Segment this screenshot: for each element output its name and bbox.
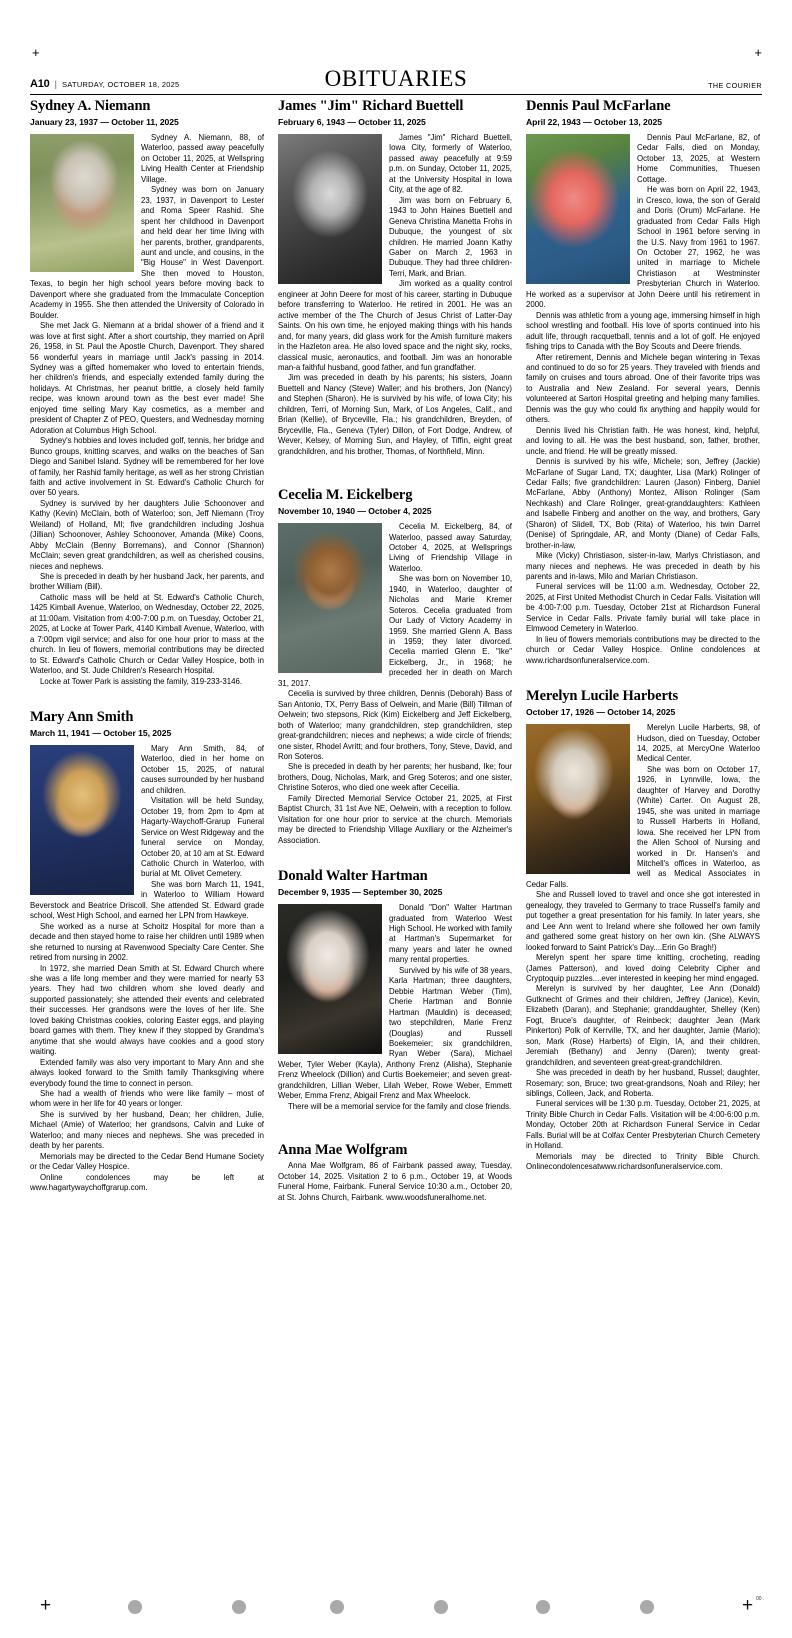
obituary-paragraph: Online condolences may be left at www.hagartywaychoffgrarup.com. [30,1172,264,1193]
obituary-paragraph: She was born on October 17, 1926, in Lynnville, Iowa, the daughter of Harvey and Dorothy (White) Carter. On August 28, 1945, she was united in marriage to Russell Harberts in Holland, Iowa. She received her LPN from the Allen School of Nursing and worked in Dr. Hansen's and Mitchell's offices in Waterloo, as well as Medical Associates in Cedar Falls. [526,764,760,889]
portrait-donald-hartman [278,904,382,1054]
color-dot [434,1600,448,1614]
obituary-paragraph: She is preceded in death by her parents; her husband, Ike; four brothers, Doug, Nicholas, Mark, and Greg Soteros; and one sister, Christine Soteros, who died one week after Ceceilia. [278,762,512,793]
obituary-dates: April 22, 1943 — October 13, 2025 [526,117,662,127]
obituary-paragraph: Anna Mae Wolfgram, 86 of Fairbank passed away, Tuesday, October 14, 2025. Visitation 2 to 6 p.m., October 19, at Woods Funeral Home, Fairbank. Funeral Service 10:30 a.m., October 20, at St. Johns Church, Fairbank. www.woodsfuneralhome.net. [278,1161,512,1202]
obituary-paragraph: Cecelia M. Eickelberg, 84, of Waterloo, passed away Saturday, October 4, 2025, at Wellsprings Living of Friendship Village in Waterloo. [389,522,512,573]
portrait-mary-ann-smith [30,745,134,895]
obituary-mary-ann-smith [30,709,264,1193]
column-1 [30,98,264,1588]
obituary-dates: January 23, 1937 — October 11, 2025 [30,117,179,127]
obituary-paragraph: Dennis Paul McFarlane, 82, of Cedar Falls, died on Monday, October 13, 2025, at Western Home Communities, Thuesen Cottage. [637,133,760,184]
portrait-cecelia-eickelberg [278,523,382,673]
registration-mark-bottom-right: + [742,1595,754,1616]
color-dot [232,1600,246,1614]
obituary-dates: November 10, 1940 — October 4, 2025 [278,506,432,517]
portrait-sydney-niemann [30,134,134,272]
obituary-body [30,744,264,1193]
portrait-merelyn-harberts [526,724,630,874]
section-gap [526,666,760,688]
obituary-body [278,133,512,457]
page-number: A10 [30,78,50,90]
obituary-dates: October 17, 1926 — October 14, 2025 [526,707,676,718]
obituary-paragraph: Merelyn spent her spare time knitting, crocheting, reading (James Patterson), and loved doing Celebrity Cipher and Cryptoquip puzzles....ever interested in keeping her mind engaged. [526,953,760,983]
obituary-paragraph: Extended family was also very important to Mary Ann and she always looked forward to the Smith family Thanksgiving where everybody found the time to connect in person. [30,1057,264,1088]
obituary-paragraph: Dennis lived his Christian faith. He was honest, kind, helpful, and loving to all. He was the best husband, son, father, brother, uncle, and friend. He will be greatly missed. [526,425,760,456]
obituary-paragraph: Sydney is survived by her daughters Julie Schoonover and Kathy (Kevin) McClain, both of Waterloo; son, Jeff Niemann (Troy Weiland) of Holland, MI; five grandchildren including Joshua (Jillian) Schoonover, Ashley Schoonover, Amanda (Mike) Coons, Abby McClain (Benny Borremans), and Connor (Shannon) McClain; seven great grandchildren, as well as cherished cousins, nieces and nephews. [30,498,264,571]
obituary-paragraph: James "Jim" Richard Buettell, Iowa City, formerly of Waterloo, passed away peacefully at 9:59 p.m. on Sunday, October 11, 2025, at the University Hospital in Iowa City, at the age of 82. [389,133,512,195]
obituary-dates: February 6, 1943 — October 11, 2025 [278,117,426,127]
color-dot [128,1600,142,1614]
obituary-paragraph: She and Russell loved to travel and once she got interested in genealogy, they traveled to Germany to trace Russell's family and put together a great presentation for his family. In later years, she and Lee Ann went to Ireland where she followed her own family and gathered some great history on her own kin. (She ALWAYS looked forward to Saint Patrick's Day....Erin Go Bragh!) [526,890,760,952]
registration-mark-bottom-left: + [40,1595,52,1616]
obituary-paragraph: Donald "Don" Walter Hartman graduated from Waterloo West High School. He worked with family at Hartman's Supermarket for many years and later he owned many rental properties. [389,903,512,965]
obituary-paragraph: Catholic mass will be held at St. Edward's Catholic Church, 1425 Kimball Avenue, Waterloo, on Wednesday, October 22, 2025, at 11:00am. Visitation from 4:00-7:00 p.m. on Tuesday, October 21, 2025, at Locke at Tower Park, 4140 Kimball Avenue, Waterloo, with a 7:00pm vigil service; and also for one hour prior to mass at the church. In lieu of flowers, memorial contributions may be directed to St. Edward's Catholic Church or Cedar Valley Hospice, both in Waterloo, and St. Jude Children's Research Hospital. [30,592,264,676]
obituary-body [526,133,760,666]
registration-mark-top-right: + [754,45,762,60]
section-gap [30,687,264,709]
section-title: OBITUARIES [324,66,468,91]
publication-name: THE COURIER [708,81,762,90]
portrait-dennis-mcfarlane [526,134,630,284]
obituary-paragraph: Visitation will be held Sunday, October 19, from 2pm to 4pm at Hagarty-Waychoff-Grarup Funeral Service on West Ridgeway and the funeral service on Monday, October 20, at 10 am at St. Edward Catholic Church in Waterloo, with burial at Mt. Olivet Cemetery. [141,796,264,879]
obituary-paragraph: Funeral services will be 1:30 p.m. Tuesday, October 21, 2025, at Trinity Bible Church in Cedar Falls. Visitation will be 4:00-6:00 p.m. Monday, October 20th at Richardson Funeral Service in Cedar Falls. Burial will be at Colfax Center Presbyterian Church Cemetery in Holland. [526,1099,760,1151]
obituary-paragraph: He was born on April 22, 1943, in Cresco, Iowa, the son of Gerald and Doris (Orum) McFarlane. He graduated from Cedar Falls High School in 1961 before serving in the U.S. Navy from 1961 to 1967. On October 27, 1962, he was united in marriage to Michele Christiason at Westminster Presbyterian Church in Waterloo. He worked as a supervisor at John Deere until his retirement in 2000. [526,185,760,310]
obituary-name: Mary Ann Smith [30,709,134,726]
obituary-body [278,903,512,1112]
masthead-separator: | [54,79,58,89]
obituary-body [526,723,760,1172]
obituary-name: Anna Mae Wolfgram [278,1142,408,1159]
obituary-paragraph: Survived by his wife of 38 years, Karla Hartman; three daughters, Debbie Hartman Weber (Tim), Cherie Hartman and Bonnie Hartman (Mauldin) is deceased; two stepchildren, Marie Frenz (Douglas) and Russell Boekemeier; six grandchildren, Ryan Weber (Sara), Michael Weber, Tyler Weber (Kayla), Anthony Frenz (Alisha), Stephanie Frenz Wheelock (Dillion) and Curtis Boekemeier; and seven great-grandchildren, Lillian Weber, Lilah Weber, Rowe Weber, Emmett Weber, Emma Frenz, Abigail Frenz and Max Wheelock. [278,965,512,1101]
obituary-paragraph: She met Jack G. Niemann at a bridal shower of a friend and it was love at first sight. After a short courtship, they married on April 26, 1958, in St. Paul the Apostle Church, Davenport. They shared 56 wonderful years in marriage until Jack's passing in 2014. Sydney was a gifted homemaker who loved to entertain friends, her children's friends, and especially extended family during the holidays. At Christmas, her peanut brittle, a closely held family recipe, was known around town as the best ever made! She enjoyed time selling Mary Kay cosmetics, as a member and president of Chapter Z of PEO, Questers, and Wednesday morning Adoration at Columbus High School. [30,321,264,435]
obituary-paragraph: She is preceded in death by her husband Jack, her parents, and brother William (Bill). [30,572,264,592]
obituary-paragraph: Mike (Vicky) Christiason, sister-in-law, Marlys Christiason, and many nieces and nephews. He was preceded in death by his parents and in-laws, Milo and Marian Christiason. [526,551,760,582]
obituary-paragraph: Dennis was athletic from a young age, immersing himself in high school wrestling and football. His love of sports continued into his adult life, through racquetball, tennis and a lot of golf. He enjoyed fishing trips to Canada with the Boy Scouts and Deere friends. [526,310,760,352]
obituary-paragraph: Memorials may be directed to the Cedar Bend Humane Society or the Cedar Valley Hospice. [30,1151,264,1172]
print-registration-bar [0,1594,792,1620]
obituary-dates: March 11, 1941 — October 15, 2025 [30,728,172,739]
obituary-paragraph: After retirement, Dennis and Michele began wintering in Texas and continued to do so for 25 years. They traveled with friends and family on cruises and tours abroad. One of their favorite trips was to Australia and New Zealand. For several years, Dennis volunteered at Sartori Hospital greeting and helping many families. Dennis was the guy who could fix anything and happily would for others. [526,352,760,425]
obituary-name: Donald Walter Hartman [278,868,428,885]
section-gap [278,846,512,868]
obituary-body [30,133,264,687]
obituary-paragraph: She is survived by her husband, Dean; her children, Julie, Michael (Amie) of Waterloo; her grandsons, Calvin and Luke of Waterloo; and many nieces and nephews. She was preceded in death by her parents. [30,1109,264,1151]
obituary-paragraph: There will be a memorial service for the family and close friends. [288,1101,512,1111]
issue-date: SATURDAY, OCTOBER 18, 2025 [62,80,180,89]
obituary-paragraph: Locke at Tower Park is assisting the family, 319-233-3146. [40,676,243,686]
registration-mark-top-left: + [32,45,40,60]
obituary-name: Cecelia M. Eickelberg [278,487,413,504]
obituary-dates: December 9, 1935 — September 30, 2025 [278,887,443,898]
obituary-paragraph: She was preceded in death by her husband, Russel; daughter, Rosemary; son, Bruce; two great-grandsons, Noah and Riley; her siblings, Colleen, Jack, and Roberta. [526,1068,760,1098]
obituary-sydney-a-niemann [30,98,264,687]
obituary-paragraph: She worked as a nurse at Schoitz Hospital for more than a decade and then stayed home to raise her children until 1989 when she returned to nursing at Ravenwood Specialty Care Center. She retired from nursing in 2002. [30,921,264,963]
obituary-paragraph: Sydney A. Niemann, 88, of Waterloo, passed away peacefully on October 11, 2025, at Wellspring Living Health Center at Friendship Village. [141,133,264,184]
obituary-anna-mae-wolfgram [278,1142,512,1203]
obituary-paragraph: She was born on November 10, 1940, in Waterloo, daughter of Nicholas and Marie Kremer Soteros. Cecelia graduated from Our Lady of Victory Academy in 1959. She married Glenn A. Bass in 1959; they later divorced. Cecelia married Glenn E. "Ike" Eickelberg, Jr., in 1968; he preceded her in death on March 31, 2017. [278,574,512,688]
color-dot [330,1600,344,1614]
obituary-name: Sydney A. Niemann [30,98,151,114]
color-dot [536,1600,550,1614]
obituary-paragraph: Dennis is survived by his wife, Michele; son, Jeffrey (Jackie) McFarlane of Sugar Land, TX; daughter, Lisa (Mark) Rolinger of Cedar Falls; five grandchildren: Lauren (Jason) Finberg, Daniel McFarlane, Abby (Anthony) Montez, Allison Rolinger (Sam Nechkash) and Clare Rolinger, great-granddaughters: Kathleen and Isabelle Finberg and another on the way, and brothers, Gary (Sharon) of Slidell, TX, Bob (Rita) of Waterloo, his twin Darrel (Denise) of Springdale, AR, and Monty (Diane) of Cedar Falls, brother-in-law, [526,457,760,550]
obituary-james-jim-richard-buettell [278,98,512,457]
obituary-merelyn-lucile-harberts [526,688,760,1172]
section-gap [278,457,512,487]
column-3 [526,98,760,1588]
column-2 [278,98,512,1588]
plate-code-text: 00 . [756,1596,765,1602]
obituary-cecelia-m-eickelberg [278,487,512,846]
obituary-paragraph: She had a wealth of friends who were like family – most of whom were in her life for 40 years or longer. [30,1088,264,1109]
article-columns [30,98,762,1588]
obituary-paragraph: Memorials may be directed to Trinity Bible Church. Onlinecondolencesatwww.richardsonfuneralservice.com. [526,1151,760,1172]
obituary-paragraph: In lieu of flowers memorials contributions may be directed to the church or Cedar Valley Hospice. Online condolences at www.richardsonfuneralservice.com. [526,634,760,665]
obituary-paragraph: Jim worked as a quality control engineer at John Deere for most of his career, starting in Dubuque before transferring to Waterloo. He retired in 2001. He was an active member of the The Church of Jesus Christ of Latter-Day Saints. On his own time, he enjoyed making things with his hands and, for many years, did glass work for the Amish furniture makers in the Hazleton area. He also loved space and the night sky, rocks, classical music, aeronautics, and football. Jim was an honorable man-a faithful husband, good father, and fun grandfather. [278,279,512,372]
obituary-paragraph: In 1972, she married Dean Smith at St. Edward Church where she was a life long member and they were married for nearly 53 years. They had two children whom she loved dearly and supported passionately; she attended their events and celebrated their successes. Her grandsons were the loves of her life. She loved baking Christmas cookies, coloring Easter eggs, and playing board games with them. They knew if they stopped by Grandma's anytime that she would always have cookies and a good story waiting. [30,963,264,1057]
obituary-paragraph: Funeral services will be 11:00 a.m. Wednesday, October 22, 2025, at First United Methodist Church in Cedar Falls. Visitation will be 4:00-7:00 p.m. Tuesday, October 21st at Richardson Funeral Service in Cedar Falls. Private family burial will take place in Elmwood Cemetery in Waterloo. [526,582,760,634]
obituary-body [278,522,512,846]
color-dot [640,1600,654,1614]
obituary-paragraph: Mary Ann Smith, 84, of Waterloo, died in her home on October 15, 2025, of natural causes surrounded by her husband and children. [141,744,264,795]
obituary-paragraph: Sydney's hobbies and loves included golf, tennis, her bridge and Bunco groups, knitting scarves, and walks on the beaches of San Diego and Sanibel Island. Sydney will be remembered for her love of family, her Rashid family heritage, as well as her strong Christian faith and active involvement in St. Edward's Catholic Church for over 50 years. [30,436,264,498]
section-gap [278,1112,512,1142]
obituary-name: James "Jim" Richard Buettell [278,98,464,114]
page-masthead [30,62,762,95]
obituary-name: Dennis Paul McFarlane [526,98,671,114]
portrait-james-buettell [278,134,382,284]
obituary-donald-walter-hartman [278,868,512,1112]
obituary-paragraph: Sydney was born on January 23, 1937, in Davenport to Lester and Roma Speer Rashid. She spent her childhood in Davenport and held dear her time living with her parents, brother, grandparents, aunt and uncle, and cousins, in the "Big House" in West Davenport. She then moved to Houston, Texas, to begin her high school years before moving back to Davenport where she graduated from the Immaculate Conception Academy in 1955. She then attended the University of Colorado in Boulder. [30,185,264,320]
obituary-body [278,1161,512,1203]
obituary-paragraph: Family Directed Memorial Service October 21, 2025, at First Baptist Church, 31 1st Ave NE, Oelwein, with a reception to follow. Visitation for one hour prior to service at the church. Memorials may be directed to Friendship Village Auxiliary or the Alzheimer's Association. [278,793,512,845]
obituary-paragraph: Merelyn is survived by her daughter, Lee Ann (Donald) Gutknecht of Grimes and their children, Jeffrey (Janice), Kevin, Elizabeth (Daran), and Stephanie; granddaughter, Shelley (Ken) Fogt, Bruce's daughter, of Reinbeck; daughter Jean (Mark Pinkerton) Polk of Kerrville, TX, and her daughter, Jamie (Mario); son, Mark (Rose) Harberts) of Elgin, IA, and their children, Jeremiah (Bethany) and Jenny (Daren); twenty great-grandchildren, and seventeen great-great-grandchildren. [526,984,760,1067]
obituary-paragraph: Jim was preceded in death by his parents; his sisters, Joann Buettell and Nancy (Steve) Waller; and his brothers, Jon (Nancy) and Stephen (Sharon). He is survived by his wife, of Iowa City; his children, Terri, of Morning Sun, Mark, of Los Angeles, Calif., and Brian (Kellie), of Bryceville, Fla.; his grandchildren, Breyden, of Bryceville, Fla., Geneva (Tyler) Dillon, of Fort Dodge, Andrew, of Wever, Kelsey, of Morning Sun, and Hayley, of Tiffin, eight great grandchildren, and his brother, Thomas, of Northfield, Minn. [278,373,512,456]
obituary-dennis-paul-mcfarlane [526,98,760,666]
obituary-paragraph: Cecelia is survived by three children, Dennis (Deborah) Bass of San Antonio, TX, Perry Bass of Oelwein, and Marie (Bill) Tillman of Oelwein; two stepsons, Rick (Kim) Eickelberg and Jeff Eickelberg, both of Waterloo; many grandchildren, step grandchildren, step great-grandchildren; nieces and nephews; a wide circle of friends; one sister, Rhodel Avritt; and four brothers, Tony, Steve, David, and Ron Soteros. [278,689,512,762]
obituary-paragraph: Merelyn Lucile Harberts, 98, of Hudson, died on Tuesday, October 14, 2025, at MercyOne Waterloo Medical Center. [637,723,760,764]
obituary-paragraph: She was born March 11, 1941, in Waterloo to William Howard Beverstock and Beatrice Driscoll. She attended St. Edward grade school, West High School, and earned her LPN from Hawkeye. [30,879,264,921]
obituary-paragraph: Jim was born on February 6, 1943 to John Haines Buettell and Geneva Christina Manetta Frohs in Dubuque, the youngest of six children. He married Joann Kathy Gaber on March 2, 1963 in Dubuque. They had three children-Terri, Mark, and Brian. [389,195,512,278]
obituary-name: Merelyn Lucile Harberts [526,688,679,705]
